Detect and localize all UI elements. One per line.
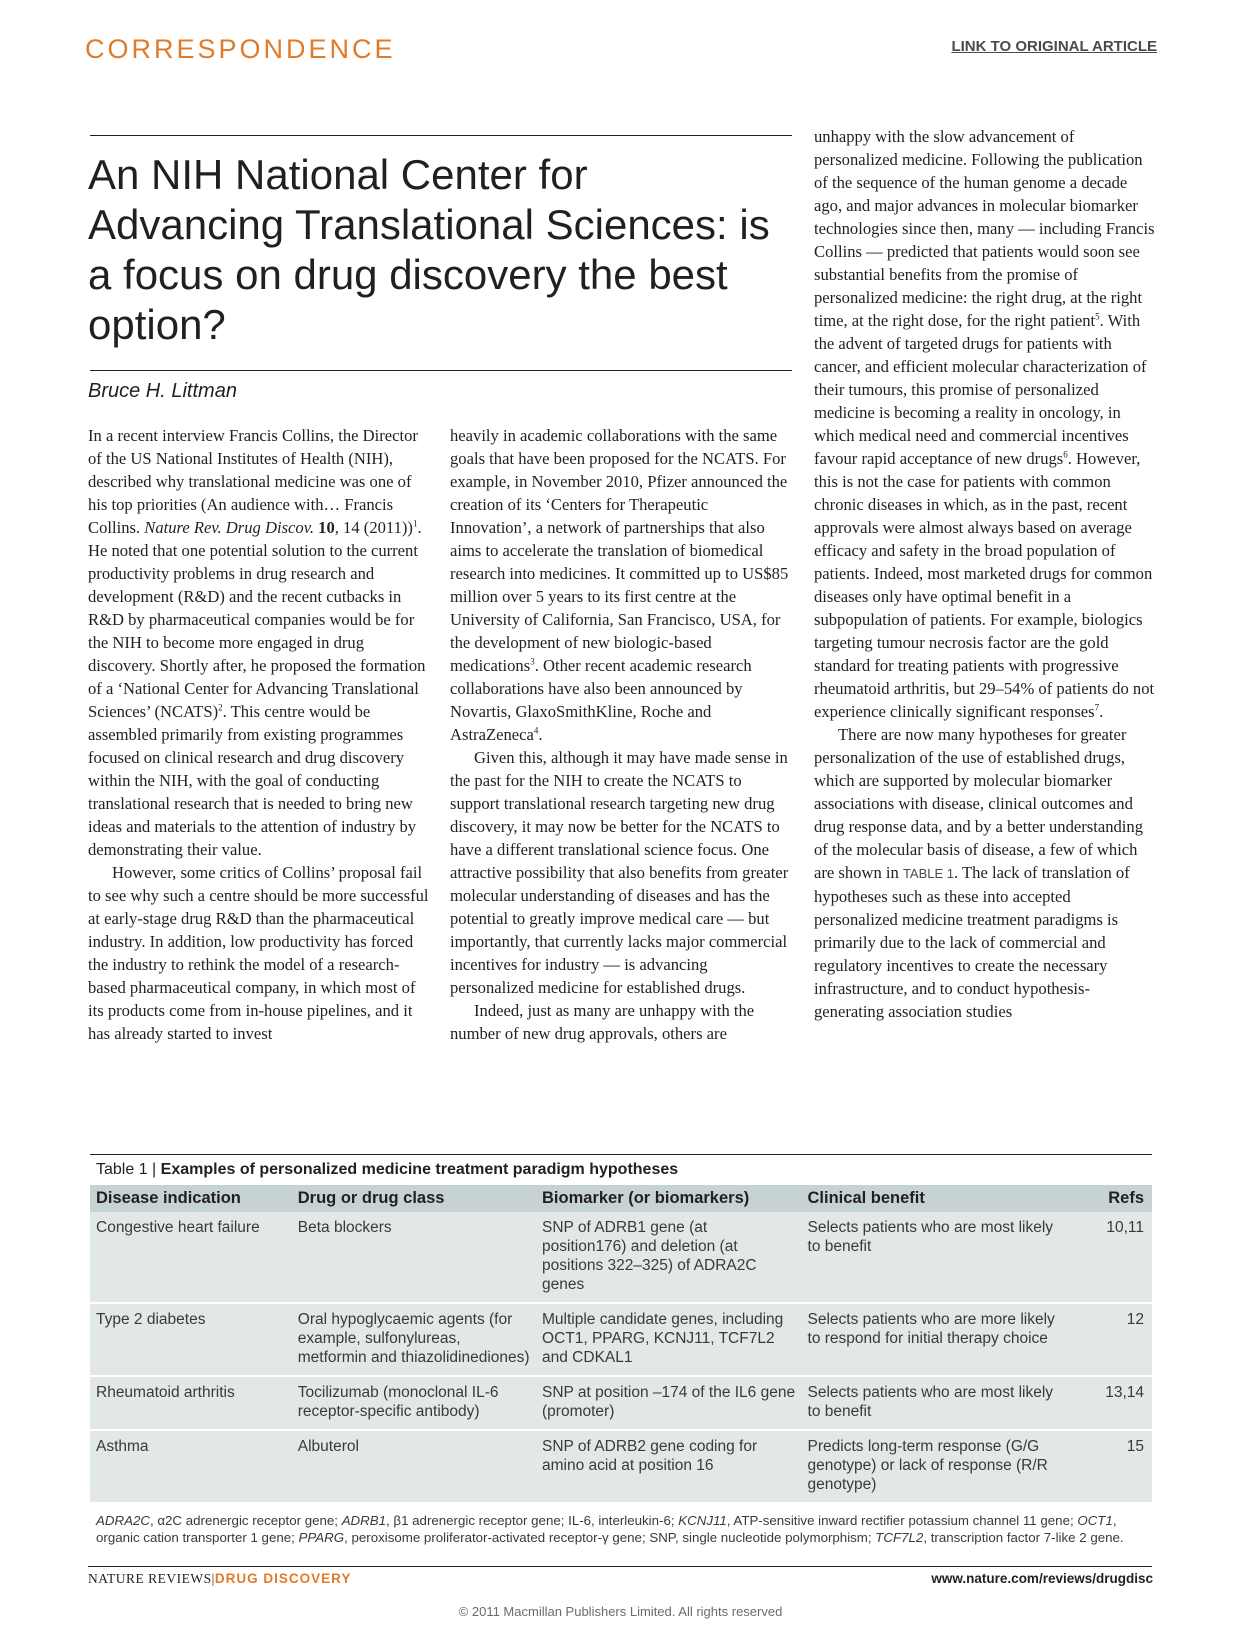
- table-cell: 13,14: [1067, 1376, 1152, 1430]
- table-cell: Rheumatoid arthritis: [90, 1376, 292, 1430]
- table-cell: Selects patients who are most likely to benefit: [802, 1376, 1068, 1430]
- table-row: [90, 1303, 1152, 1376]
- journal-url-link[interactable]: www.nature.com/reviews/drugdisc: [931, 1571, 1153, 1586]
- table-cell: Beta blockers: [292, 1212, 536, 1303]
- table-title: Examples of personalized medicine treatment paradigm hypotheses: [160, 1161, 679, 1178]
- body-paragraph: unhappy with the slow advancement of personalized medicine. Following the publication of the sequence of the human genome a decade ago, and major advances in molecular biomarker technologies since then, many — including Francis Collins — predicted that patients would soon see substantial benefits from the promise of personalized medicine: the right drug, at the right time, at the right dose, for the right patient$^5$. With the advent of targeted drugs for patients with cancer, and efficient molecular characterization of their tumours, this promise of personalized medicine is becoming a reality in oncology, in which medical need and commercial incentives favour rapid acceptance of new drugs$^6$. However, this is not the case for patients with common chronic diseases in which, as in the past, recent approvals were almost always based on average efficacy and safety in the broad population of patients. Indeed, most marketed drugs for common diseases only have optimal benefit in a subpopulation of patients. For example, biologics targeting tumour necrosis factor are the gold standard for treating patients with progressive rheumatoid arthritis, but 29–54% of patients do not experience clinically significant responses$^7$.: [814, 127, 1155, 721]
- column-header: Clinical benefit: [807, 1189, 925, 1207]
- table-row: [90, 1212, 1152, 1303]
- table-cell: Congestive heart failure: [90, 1212, 292, 1303]
- table-cell: Asthma: [90, 1430, 292, 1503]
- body-paragraph: heavily in academic collaborations with the same goals that have been proposed for the NCATS. For example, in November 2010, Pfizer announced the creation of its ‘Centers for Therapeutic Innovation’, a network of partnerships that also aims to accelerate the translation of biomedical research into medicines. It committed up to US$85 million over 5 years to its first centre at the University of California, San Francisco, USA, for the development of new biologic-based medications$^3$. Other recent academic research collaborations have also been announced by Novartis, GlaxoSmithKline, Roche and AstraZeneca$^4$.: [450, 426, 789, 744]
- column-header: Drug or drug class: [297, 1189, 445, 1207]
- table-footnote: ADRA2C, α2C adrenergic receptor gene; ADRB1, β1 adrenergic receptor gene; IL-6, interleukin-6; KCNJ11, ATP-sensitive inward rectifier potassium channel 11 gene; OCT1, organic cation transporter 1 gene; PPARG, peroxisome proliferator-activated receptor-γ gene; SNP, single nucleotide polymorphism; TCF7L2, transcription factor 7-like 2 gene.: [96, 1513, 1124, 1545]
- body-paragraph: There are now many hypotheses for greater personalization of the use of established drugs, which are supported by molecular biomarker associations with disease, clinical outcomes and drug response data, and by a better understanding of the molecular basis of disease, a few of which are shown in TABLE 1. The lack of translation of hypotheses such as these into accepted personalized medicine treatment paradigms is primarily due to the lack of commercial and regulatory incentives to create the necessary infrastructure, and to conduct hypothesis-generating association studies: [814, 725, 1144, 1021]
- table-cell: SNP of ADRB2 gene coding for amino acid at position 16: [536, 1430, 802, 1503]
- table-caption: [90, 1155, 1152, 1185]
- body-paragraph: Given this, although it may have made sense in the past for the NIH to create the NCATS to support translational research targeting new drug discovery, it may now be better for the NCATS to have a different translational science focus. One attractive possibility that also benefits from greater molecular understanding of diseases and has the potential to greatly improve medical care — but importantly, that currently lacks major commercial incentives for industry — is advancing personalized medicine for established drugs.: [450, 748, 789, 997]
- body-paragraph: In a recent interview Francis Collins, the Director of the US National Institutes of Health (NIH), described why translational medicine was one of his top priorities (An audience with… Francis Collins. Nature Rev. Drug Discov. 10, 14 (2011))$^1$. He noted that one potential solution to the current productivity problems in drug research and development (R&D) and the recent cutbacks in R&D by pharmaceutical companies would be for the NIH to become more engaged in drug discovery. Shortly after, he proposed the formation of a ‘National Center for Advancing Translational Sciences’ (NCATS)$^2$. This centre would be assembled primarily from existing programmes focused on clinical research and drug discovery within the NIH, with the goal of conducting translational research that is needed to bring new ideas and materials to the attention of industry by demonstrating their value.: [88, 426, 426, 859]
- section-label: CORRESPONDENCE: [85, 34, 396, 64]
- table-cell: Multiple candidate genes, including OCT1, PPARG, KCNJ11, TCF7L2 and CDKAL1: [536, 1303, 802, 1376]
- table-1-link[interactable]: TABLE 1: [902, 866, 955, 881]
- table-label: Table 1 |: [96, 1161, 157, 1178]
- journal-name: [88, 1571, 351, 1587]
- journal-separator: |: [211, 1571, 215, 1586]
- title-top-rule: [90, 135, 792, 136]
- table-cell: Selects patients who are more likely to respond for initial therapy choice: [802, 1303, 1068, 1376]
- table-cell: 15: [1067, 1430, 1152, 1503]
- table-cell: Predicts long-term response (G/G genotype) or lack of response (R/R genotype): [802, 1430, 1068, 1503]
- link-to-original-article[interactable]: LINK TO ORIGINAL ARTICLE: [951, 38, 1157, 55]
- journal-sub: DRUG DISCOVERY: [214, 1571, 352, 1586]
- table-row: [90, 1430, 1152, 1503]
- table-header-row: [90, 1185, 1152, 1212]
- table-cell: Tocilizumab (monoclonal IL-6 receptor-specific antibody): [292, 1376, 536, 1430]
- article-title: An NIH National Center for Advancing Translational Sciences: is a focus on drug discovery the best option?: [88, 151, 770, 348]
- table-cell: 12: [1067, 1303, 1152, 1376]
- table-cell: SNP at position –174 of the IL6 gene (promoter): [536, 1376, 802, 1430]
- author-name: Bruce H. Littman: [88, 380, 237, 402]
- table-cell: Albuterol: [292, 1430, 536, 1503]
- body-paragraph: Indeed, just as many are unhappy with the number of new drug approvals, others are: [450, 1001, 755, 1043]
- title-bottom-rule: [90, 370, 792, 371]
- table-cell: SNP of ADRB1 gene (at position176) and deletion (at positions 322–325) of ADRA2C genes: [536, 1212, 802, 1303]
- copyright-notice: © 2011 Macmillan Publishers Limited. All rights reserved: [458, 1604, 783, 1619]
- column-header: Refs: [1108, 1189, 1144, 1207]
- data-table: [90, 1185, 1152, 1504]
- body-column-2: [450, 424, 792, 1045]
- table-cell: Selects patients who are most likely to benefit: [802, 1212, 1068, 1303]
- footer-rule: [88, 1566, 1152, 1567]
- table-cell: 10,11: [1067, 1212, 1152, 1303]
- table-cell: Oral hypoglycaemic agents (for example, sulfonylureas, metformin and thiazolidinediones): [292, 1303, 536, 1376]
- body-column-3: [814, 125, 1158, 1023]
- body-column-1: [88, 424, 430, 1045]
- column-header: Disease indication: [96, 1189, 241, 1207]
- journal-main: NATURE REVIEWS: [88, 1571, 212, 1586]
- table-cell: Type 2 diabetes: [90, 1303, 292, 1376]
- body-paragraph: However, some critics of Collins’ proposal fail to see why such a centre should be more successful at early-stage drug R&D than the pharmaceutical industry. In addition, low productivity has forced the industry to rethink the model of a research-based pharmaceutical company, in which most of its products come from in-house pipelines, and it has already started to invest: [88, 863, 429, 1043]
- table-1: [90, 1154, 1152, 1546]
- column-header: Biomarker (or biomarkers): [542, 1189, 750, 1207]
- table-row: [90, 1376, 1152, 1430]
